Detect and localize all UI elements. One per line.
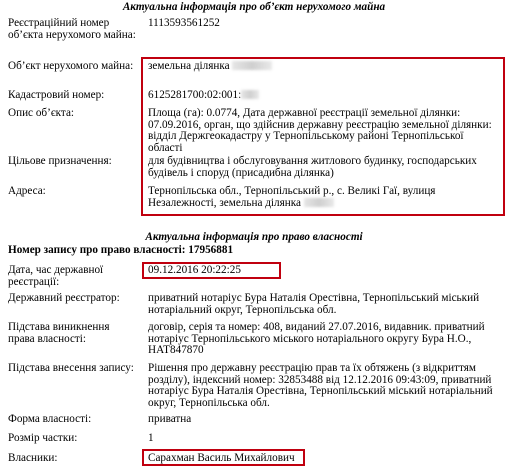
cadastral-number-value [148, 90, 500, 102]
registration-date-value: 09.12.2016 20:22:25 [148, 264, 241, 276]
ownership-basis-label: Підстава виникнення права власності: [8, 321, 110, 345]
cadastral-number-label: Кадастровий номер: [8, 89, 105, 101]
object-type-label: Об’єкт нерухомого майна: [8, 60, 134, 72]
purpose-value: для будівництва і обслуговування житлового будинку, господарських будівель і споруд (присадибна ділянка) [148, 155, 477, 179]
address-text: Тернопільська обл., Тернопільський р., с. Великі Гаї, вулиця Незалежності, земельна ділянка [148, 185, 436, 209]
cadastral-number-text: 6125281700:02:001: [148, 89, 242, 101]
ownership-form-value: приватна [148, 413, 192, 425]
owners-value: Сарахман Василь Михайлович [148, 452, 295, 464]
registrar-label: Державний реєстратор: [8, 292, 120, 304]
entry-basis-label: Підстава внесення запису: [8, 362, 134, 374]
ownership-form-label: Форма власності: [8, 413, 92, 425]
redacted-blur [304, 198, 334, 207]
share-size-label: Розмір частки: [8, 432, 78, 444]
property-section-title: Актуальна інформація про об’єкт нерухомого майна [122, 1, 386, 13]
purpose-label: Цільове призначення: [8, 155, 112, 167]
owners-label: Власники: [8, 452, 58, 464]
registration-date-label: Дата, час державної реєстрації: [8, 264, 104, 288]
description-value: Площа (га): 0.0774, Дата державної реєстрації земельної ділянки: 07.09.2016, орган, що здійснив державну реєстрацію земельної ділянки: відділ Держгеокадастру у Тернопільському районі Тернопільської області [148, 107, 492, 154]
redacted-blur [241, 90, 259, 99]
ownership-section-title: Актуальна інформація про право власності [145, 231, 363, 243]
entry-basis-value: Рішення про державну реєстрацію прав та їх обтяжень (з відкриттям розділу), індексний номер: 32853488 від 12.12.2016 09:43:09, приватний нотаріус Бура Наталія Орестівна, Тернопільський міський нотаріальний округ, Тернопільська обл. [148, 362, 493, 409]
share-size-value: 1 [148, 432, 154, 444]
record-number-label: Номер запису про право власності: [8, 244, 186, 256]
record-number-value: 17956881 [188, 244, 234, 256]
redacted-blur [232, 61, 272, 70]
address-label: Адреса: [8, 185, 46, 197]
address-value [148, 186, 500, 209]
record-number [8, 244, 233, 256]
ownership-basis-value: договір, серія та номер: 408, виданий 27.07.2016, видавник. приватний нотаріус Тернопільського міського нотаріального округу Бура Н.О., НАТ847870 [148, 321, 485, 357]
object-type-value [148, 61, 500, 73]
registration-number-label: Реєстраційний номер об’єкта нерухомого майна: [8, 17, 136, 41]
registrar-value: приватний нотаріус Бура Наталія Орестівна, Тернопільський міський нотаріальний округ, Тернопільська обл. [148, 292, 480, 316]
description-label: Опис об’єкта: [8, 107, 75, 119]
registration-number-value: 1113593561252 [148, 17, 220, 29]
object-type-text: земельна ділянка [148, 60, 230, 72]
